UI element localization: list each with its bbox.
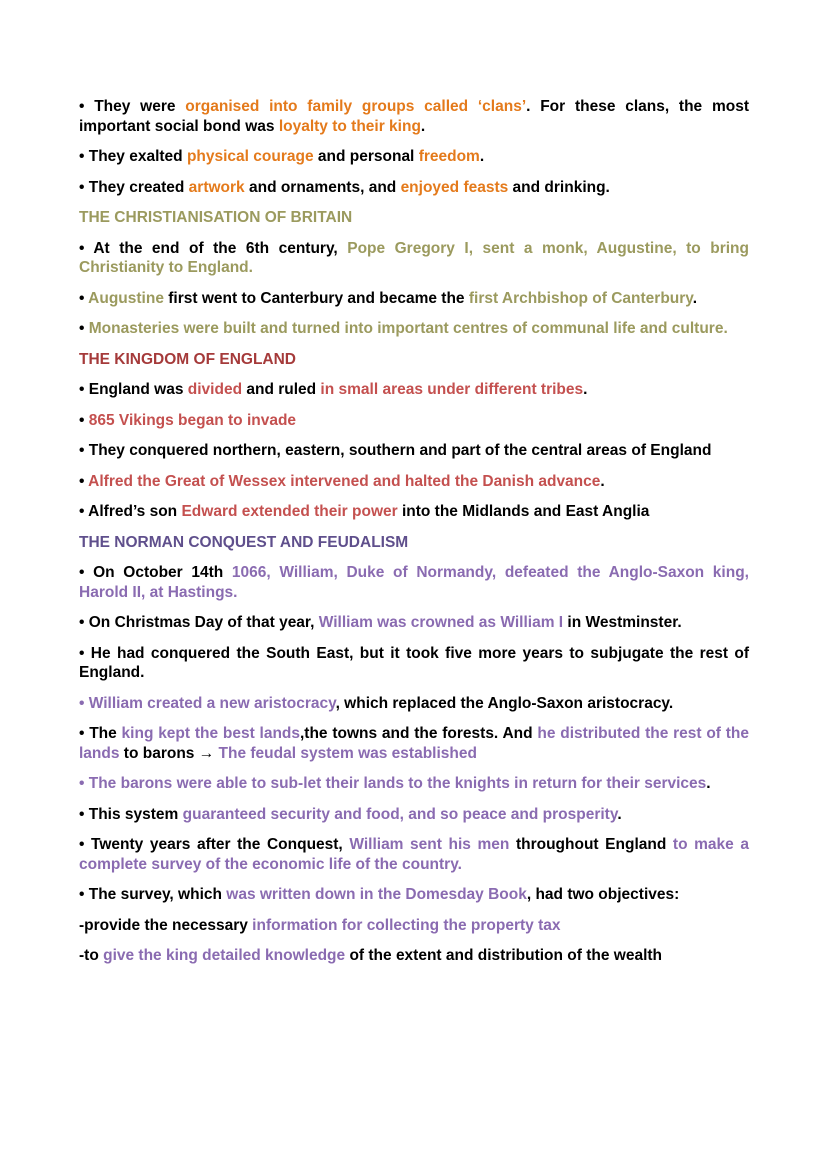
- section: [79, 350, 749, 522]
- text-run: to barons: [119, 744, 199, 762]
- text-run: • The survey, which: [79, 886, 227, 903]
- text-run: and drinking.: [508, 178, 610, 196]
- highlighted-text: Pope Gregory I, sent a monk, Augustine, to bring Christianity to England.: [79, 239, 749, 276]
- highlighted-text: king kept the best lands: [121, 725, 300, 742]
- highlighted-text: • The barons were able to sub-let their lands to the knights in return for their services: [79, 775, 707, 792]
- text-run: into the Midlands and East Anglia: [397, 503, 650, 520]
- highlighted-text: divided: [187, 381, 243, 398]
- highlighted-text: in small areas under different tribes: [320, 381, 584, 398]
- text-run: .: [692, 289, 698, 307]
- text-run: -to: [79, 947, 104, 964]
- text-run: • On Christmas Day of that year,: [79, 614, 319, 631]
- highlighted-text: Monasteries were built and turned into important centres of communal life and culture.: [88, 320, 728, 337]
- section-heading: THE KINGDOM OF ENGLAND: [79, 350, 296, 368]
- bullet-paragraph: [79, 289, 749, 309]
- text-run: • On October 14th: [79, 564, 232, 581]
- document-page: [79, 97, 749, 977]
- text-run: • Alfred’s son: [79, 503, 182, 520]
- text-run: . For these clans, the most important social bond was: [79, 98, 749, 135]
- text-run: .: [706, 775, 711, 792]
- text-run: • At the end of the 6th century,: [79, 239, 348, 257]
- text-run: .: [479, 148, 485, 165]
- text-run: →: [198, 744, 215, 762]
- highlighted-text: he distributed the rest of the lands: [79, 725, 749, 762]
- text-run: in Westminster.: [563, 614, 682, 631]
- text-run: -provide the necessary: [79, 916, 253, 934]
- highlighted-text: William was crowned as William I: [318, 614, 564, 631]
- bullet-paragraph: [79, 147, 749, 167]
- bullet-paragraph: [79, 774, 749, 794]
- highlighted-text: Edward extended their power: [181, 503, 398, 520]
- text-run: .: [420, 117, 426, 135]
- text-run: first went to Canterbury and became the: [163, 289, 469, 307]
- text-run: • They exalted: [79, 148, 187, 165]
- text-run: , had two objectives:: [526, 886, 680, 903]
- bullet-paragraph: [79, 694, 749, 714]
- text-run: •: [79, 289, 89, 307]
- highlighted-text: 1066, William, Duke of Normandy, defeated the Anglo-Saxon king, Harold II, at Hastings.: [79, 564, 749, 601]
- bullet-paragraph: [79, 411, 749, 431]
- bullet-paragraph: [79, 644, 749, 683]
- highlighted-text: The feudal system was established: [214, 744, 477, 762]
- bullet-paragraph: [79, 441, 749, 461]
- bullet-paragraph: [79, 835, 749, 874]
- bullet-paragraph: [79, 319, 749, 339]
- text-run: •: [79, 320, 89, 337]
- section: [79, 97, 749, 197]
- bullet-paragraph: [79, 724, 749, 763]
- text-run: • They were: [79, 98, 186, 115]
- section: [79, 208, 749, 339]
- highlighted-text: freedom: [418, 148, 480, 165]
- text-run: •: [79, 472, 89, 490]
- bullet-paragraph: [79, 885, 749, 905]
- highlighted-text: artwork: [188, 178, 245, 196]
- bullet-paragraph: [79, 946, 749, 966]
- section: [79, 533, 749, 966]
- highlighted-text: William sent his men: [349, 836, 510, 853]
- bullet-paragraph: [79, 563, 749, 602]
- highlighted-text: information for collecting the property tax: [252, 916, 561, 934]
- text-run: of the extent and distribution of the wealth: [345, 947, 663, 964]
- text-run: .: [583, 381, 588, 398]
- text-run: throughout England: [509, 836, 673, 853]
- bullet-paragraph: [79, 380, 749, 400]
- bullet-paragraph: [79, 239, 749, 278]
- highlighted-text: enjoyed feasts: [400, 178, 509, 196]
- text-run: .: [617, 805, 622, 823]
- text-run: • England was: [79, 381, 188, 398]
- text-run: •: [79, 411, 89, 429]
- text-run: • They created: [79, 178, 189, 196]
- highlighted-text: organised into family groups called ‘clans’: [185, 98, 527, 115]
- bullet-paragraph: [79, 613, 749, 633]
- highlighted-text: was written down in the Domesday Book: [226, 886, 527, 903]
- text-run: • Twenty years after the Conquest,: [79, 836, 350, 853]
- text-run: and ornaments, and: [244, 178, 401, 196]
- text-run: and ruled: [242, 381, 321, 398]
- text-run: • The: [79, 725, 122, 742]
- bullet-paragraph: [79, 805, 749, 825]
- highlighted-text: 865 Vikings began to invade: [88, 411, 297, 429]
- highlighted-text: give the king detailed knowledge: [103, 947, 346, 964]
- highlighted-text: guaranteed security and food, and so peace and prosperity: [182, 805, 618, 823]
- text-run: • This system: [79, 805, 183, 823]
- text-run: • He had conquered the South East, but it took five more years to subjugate the rest of England.: [79, 644, 749, 681]
- text-run: • They conquered northern, eastern, southern and part of the central areas of England: [79, 442, 712, 459]
- text-run: , which replaced the Anglo-Saxon aristocracy.: [335, 694, 674, 712]
- bullet-paragraph: [79, 502, 749, 522]
- highlighted-text: physical courage: [186, 148, 314, 165]
- highlighted-text: Alfred the Great of Wessex intervened and halted the Danish advance: [88, 472, 601, 490]
- text-run: and personal: [313, 148, 419, 165]
- bullet-paragraph: [79, 472, 749, 492]
- highlighted-text: Augustine: [88, 289, 164, 307]
- highlighted-text: loyalty to their king: [278, 117, 421, 135]
- highlighted-text: to make a complete survey of the economic life of the country.: [79, 836, 749, 873]
- text-run: .: [600, 472, 605, 490]
- bullet-paragraph: [79, 916, 749, 936]
- highlighted-text: first Archbishop of Canterbury: [468, 289, 693, 307]
- text-run: ,the towns and the forests. And: [300, 725, 538, 742]
- bullet-paragraph: [79, 178, 749, 198]
- highlighted-text: • William created a new aristocracy: [79, 694, 336, 712]
- section-heading: THE NORMAN CONQUEST AND FEUDALISM: [79, 533, 409, 551]
- section-heading: THE CHRISTIANISATION OF BRITAIN: [79, 209, 353, 226]
- bullet-paragraph: [79, 97, 749, 136]
